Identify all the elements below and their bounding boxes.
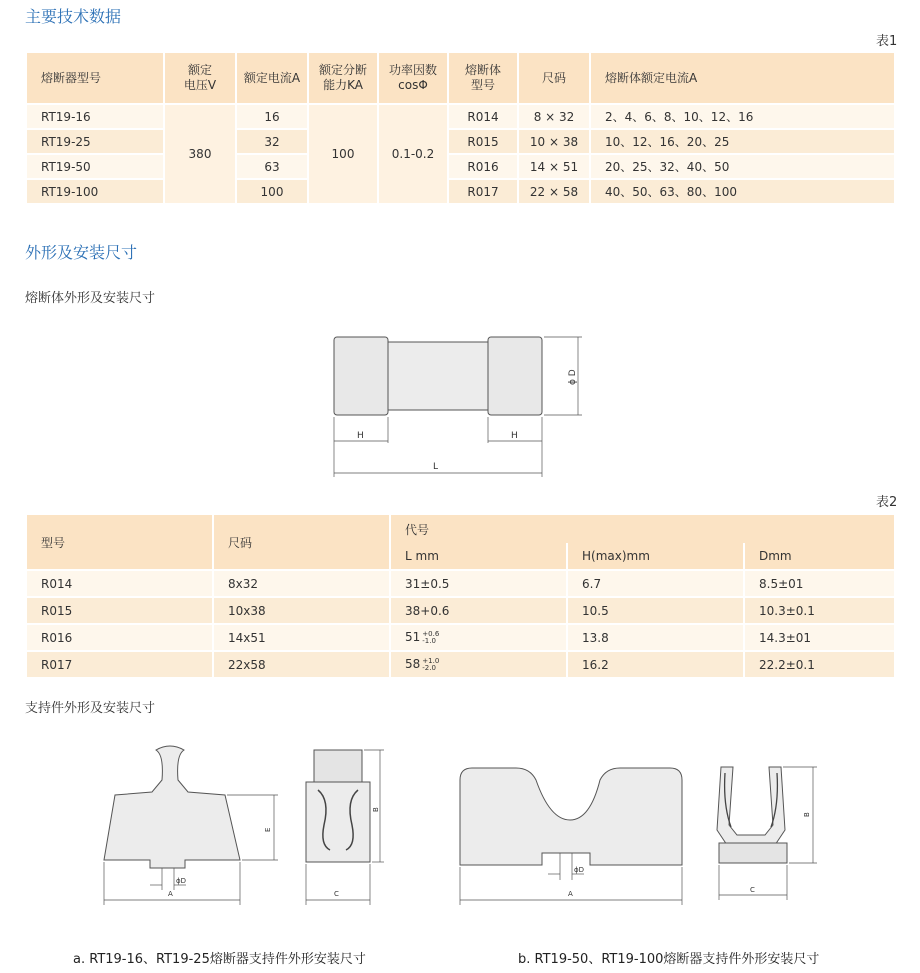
- th2-d: Dmm: [745, 543, 894, 569]
- support-title: 支持件外形及安装尺寸: [25, 701, 156, 716]
- dim-c: C: [750, 886, 755, 894]
- cell-model: R015: [27, 596, 212, 623]
- th-model: 熔断器型号: [27, 53, 163, 103]
- cell-model: RT19-16: [27, 103, 163, 128]
- cell-h: 10.5: [568, 596, 743, 623]
- cell-size: 14 × 51: [519, 153, 589, 178]
- dim-b: B: [803, 812, 811, 817]
- table-row: [27, 596, 894, 623]
- th-current: 额定电流A: [237, 53, 307, 103]
- cell-current: 100: [237, 178, 307, 203]
- th-voltage: 额定 电压V: [165, 53, 235, 103]
- fuse-cap-right: [488, 337, 542, 415]
- fuse-cap-left: [334, 337, 388, 415]
- cell-h: 13.8: [568, 623, 743, 650]
- th-breaking: 额定分断 能力KA: [309, 53, 377, 103]
- cell-l: 38+0.6: [391, 596, 566, 623]
- support-a-body: [104, 746, 240, 868]
- cell-power-factor: 0.1-0.2: [379, 103, 447, 203]
- caption-a: a. RT19-16、RT19-25熔断器支持件外形安装尺寸: [73, 952, 366, 967]
- cell-size: 14x51: [214, 623, 389, 650]
- table-row: [27, 128, 894, 153]
- th2-code: 代号: [391, 515, 894, 543]
- cell-current: 32: [237, 128, 307, 153]
- cell-h: 16.2: [568, 650, 743, 677]
- th-fuse-model: 熔断体 型号: [449, 53, 517, 103]
- cell-size: 10 × 38: [519, 128, 589, 153]
- th2-l: L mm: [391, 543, 566, 569]
- cell-model: RT19-50: [27, 153, 163, 178]
- cell-ratings: 20、25、32、40、50: [591, 153, 894, 178]
- cell-d: 10.3±0.1: [745, 596, 894, 623]
- cell-fuse-model: R017: [449, 178, 517, 203]
- th-power-factor: 功率因数 cosΦ: [379, 53, 447, 103]
- dim-h-right: H: [511, 431, 518, 441]
- cell-ratings: 10、12、16、20、25: [591, 128, 894, 153]
- cell-current: 16: [237, 103, 307, 128]
- support-b-body: [460, 768, 682, 865]
- fuse-tube: [387, 342, 489, 410]
- table1-label: 表1: [876, 34, 898, 49]
- support-a-front-drawing: [90, 740, 290, 910]
- cell-d: 8.5±01: [745, 569, 894, 596]
- cell-current: 63: [237, 153, 307, 178]
- cell-size: 22x58: [214, 650, 389, 677]
- cell-d: 14.3±01: [745, 623, 894, 650]
- th2-h: H(max)mm: [568, 543, 743, 569]
- cell-size: 8 × 32: [519, 103, 589, 128]
- th-size: 尺码: [519, 53, 589, 103]
- table-row: [27, 153, 894, 178]
- dim-d: ϕ D: [568, 369, 578, 385]
- dim-d: ϕD: [574, 866, 585, 874]
- table1-header-row: [27, 53, 894, 103]
- cell-l: 31±0.5: [391, 569, 566, 596]
- caption-b: b. RT19-50、RT19-100熔断器支持件外形安装尺寸: [518, 952, 820, 967]
- table2-label: 表2: [876, 495, 898, 510]
- cell-ratings: 2、4、6、8、10、12、16: [591, 103, 894, 128]
- dim-c: C: [334, 890, 339, 898]
- th2-model: 型号: [27, 515, 212, 569]
- cell-ratings: 40、50、63、80、100: [591, 178, 894, 203]
- cell-d: 22.2±0.1: [745, 650, 894, 677]
- fuse-body-title: 熔断体外形及安装尺寸: [25, 291, 156, 306]
- cell-model: RT19-25: [27, 128, 163, 153]
- table-row: [27, 103, 894, 128]
- table-row: [27, 178, 894, 203]
- fuse-body-drawing: [320, 325, 600, 485]
- tech-data-table: [25, 53, 896, 203]
- cell-h: 6.7: [568, 569, 743, 596]
- dim-a: A: [568, 890, 573, 898]
- table-row: [27, 650, 894, 677]
- cell-fuse-model: R015: [449, 128, 517, 153]
- main-title: 主要技术数据: [25, 7, 122, 26]
- table-row: [27, 569, 894, 596]
- dim-e: E: [264, 827, 272, 832]
- table-row: [27, 623, 894, 650]
- cell-breaking: 100: [309, 103, 377, 203]
- dims-title: 外形及安装尺寸: [25, 243, 138, 262]
- th-ratings: 熔断体额定电流A: [591, 53, 894, 103]
- cell-l: 51 +0.6 -1.0: [391, 623, 566, 650]
- cell-size: 22 × 58: [519, 178, 589, 203]
- support-b-side-drawing: [705, 755, 825, 905]
- cell-fuse-model: R016: [449, 153, 517, 178]
- dim-l: L: [433, 462, 439, 472]
- cell-voltage: 380: [165, 103, 235, 203]
- cell-size: 10x38: [214, 596, 389, 623]
- support-b-front-drawing: [450, 750, 700, 910]
- dim-d: ϕD: [176, 877, 187, 885]
- cell-model: R014: [27, 569, 212, 596]
- dim-h-left: H: [357, 431, 364, 441]
- cell-model: RT19-100: [27, 178, 163, 203]
- cell-l: 58 +1.0 -2.0: [391, 650, 566, 677]
- cell-model: R016: [27, 623, 212, 650]
- cell-model: R017: [27, 650, 212, 677]
- dim-b: B: [372, 807, 380, 812]
- th2-size: 尺码: [214, 515, 389, 569]
- cell-fuse-model: R014: [449, 103, 517, 128]
- cell-size: 8x32: [214, 569, 389, 596]
- support-a-side-drawing: [300, 740, 400, 910]
- dimension-table: [25, 515, 896, 677]
- dim-a: A: [168, 890, 173, 898]
